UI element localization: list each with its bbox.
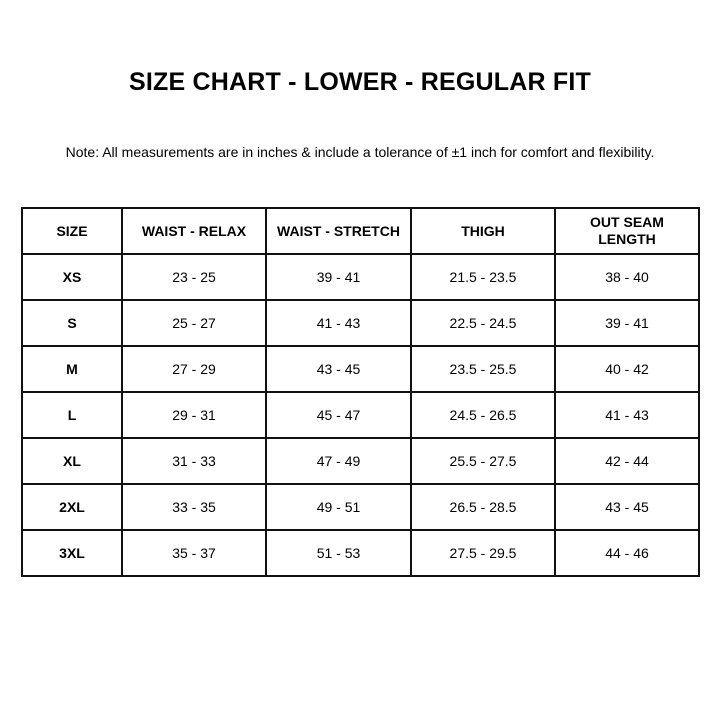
- out-seam-cell: 41 - 43: [555, 392, 699, 438]
- table-row: [22, 530, 699, 576]
- out-seam-cell: 39 - 41: [555, 300, 699, 346]
- waist-stretch-cell: 47 - 49: [266, 438, 411, 484]
- waist-stretch-cell: 41 - 43: [266, 300, 411, 346]
- thigh-cell: 26.5 - 28.5: [411, 484, 555, 530]
- thigh-cell: 23.5 - 25.5: [411, 346, 555, 392]
- waist-relax-cell: 33 - 35: [122, 484, 266, 530]
- table-row: [22, 438, 699, 484]
- waist-relax-cell: 25 - 27: [122, 300, 266, 346]
- waist-stretch-cell: 45 - 47: [266, 392, 411, 438]
- size-cell: S: [22, 300, 122, 346]
- waist-relax-cell: 27 - 29: [122, 346, 266, 392]
- out-seam-cell: 38 - 40: [555, 254, 699, 300]
- measurement-note: Note: All measurements are in inches & include a tolerance of ±1 inch for comfort and flexibility.: [65, 144, 655, 160]
- thigh-cell: 25.5 - 27.5: [411, 438, 555, 484]
- table-row: [22, 300, 699, 346]
- out-seam-cell: 43 - 45: [555, 484, 699, 530]
- waist-stretch-cell: 49 - 51: [266, 484, 411, 530]
- size-chart-table: [21, 207, 700, 577]
- waist-relax-cell: 31 - 33: [122, 438, 266, 484]
- header-size: SIZE: [22, 208, 122, 254]
- table-row: [22, 254, 699, 300]
- size-cell: 3XL: [22, 530, 122, 576]
- header-out-seam-length: OUT SEAM LENGTH: [555, 208, 699, 254]
- waist-stretch-cell: 39 - 41: [266, 254, 411, 300]
- thigh-cell: 27.5 - 29.5: [411, 530, 555, 576]
- size-cell: XL: [22, 438, 122, 484]
- page-title: SIZE CHART - LOWER - REGULAR FIT: [129, 68, 591, 96]
- table-row: [22, 346, 699, 392]
- table-header-row: [22, 208, 699, 254]
- size-cell: 2XL: [22, 484, 122, 530]
- size-cell: XS: [22, 254, 122, 300]
- thigh-cell: 24.5 - 26.5: [411, 392, 555, 438]
- thigh-cell: 22.5 - 24.5: [411, 300, 555, 346]
- waist-relax-cell: 29 - 31: [122, 392, 266, 438]
- size-cell: M: [22, 346, 122, 392]
- out-seam-cell: 42 - 44: [555, 438, 699, 484]
- table-row: [22, 392, 699, 438]
- size-cell: L: [22, 392, 122, 438]
- waist-relax-cell: 23 - 25: [122, 254, 266, 300]
- waist-stretch-cell: 43 - 45: [266, 346, 411, 392]
- header-thigh: THIGH: [411, 208, 555, 254]
- thigh-cell: 21.5 - 23.5: [411, 254, 555, 300]
- waist-relax-cell: 35 - 37: [122, 530, 266, 576]
- waist-stretch-cell: 51 - 53: [266, 530, 411, 576]
- header-waist-stretch: WAIST - STRETCH: [266, 208, 411, 254]
- table-row: [22, 484, 699, 530]
- out-seam-cell: 44 - 46: [555, 530, 699, 576]
- header-waist-relax: WAIST - RELAX: [122, 208, 266, 254]
- out-seam-cell: 40 - 42: [555, 346, 699, 392]
